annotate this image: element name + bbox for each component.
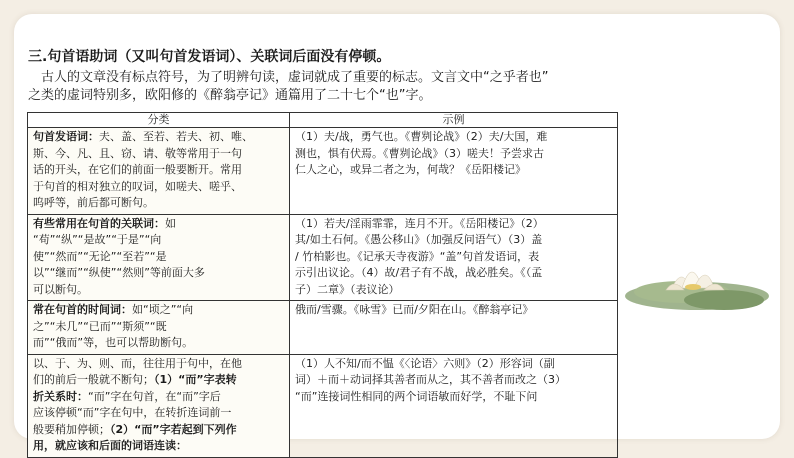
table-row	[28, 301, 618, 355]
category-text: 般要稍加停顿；	[33, 422, 110, 436]
category-title: 常在句首的时间词：	[33, 303, 132, 316]
example-text: （1）若夫/淫雨霏霏，连月不开。《岳阳楼记》（2）	[295, 216, 544, 230]
lotus-illustration	[612, 248, 782, 318]
category-text: 之”“未几”“已而”“斯须”“既	[33, 319, 167, 333]
category-cell	[28, 128, 290, 215]
example-cell	[290, 128, 618, 215]
intro-line: 古人的文章没有标点符号，为了明辨句读，虚词就成了重要的标志。文言文中“之乎者也”	[41, 70, 549, 85]
table-row	[28, 354, 618, 457]
category-text: 们的前后一般就不断句；	[33, 373, 154, 386]
category-text: 应该停顿“而”字在句中，在转折连词前一	[33, 406, 232, 419]
category-title: 折关系时：	[33, 389, 88, 403]
example-text: / 竹柏影也。《记承天寺夜游》“盖”句首发语词，表	[295, 249, 540, 263]
category-text: 使”“然而”“无论”“至若”“是	[33, 249, 167, 263]
example-text: “而”连接词性相同的两个词语敏而好学，不耻下问	[295, 389, 538, 403]
category-text: 可以断句。	[33, 282, 88, 296]
category-cell	[28, 301, 290, 355]
table-header-row	[28, 113, 618, 128]
category-text: 于句首的相对独立的叹词，如嗟夫、嗟乎、	[33, 179, 242, 193]
example-text: 俄而/雪骤。《咏雪》已而/夕阳在山。《醉翁亭记》	[295, 303, 534, 316]
category-text: “而”字在句首，在“而”字后	[88, 389, 221, 403]
category-text: 如“顷之”“向	[132, 303, 194, 316]
example-text: 子）二章》（表议论）	[295, 282, 400, 296]
category-title: 句首发语词：	[33, 130, 99, 143]
category-text: “苟”“纵”“是故”“于是”“向	[33, 233, 162, 246]
category-text: 话的开头，在它们的前面一般要断开。常用	[33, 163, 242, 176]
category-title: （2）“而”字若起到下列作	[110, 422, 237, 436]
intro-paragraph	[28, 69, 628, 105]
example-text: （1）人不知/而不愠《〈论语〉六则》（2）形容词（副	[295, 356, 555, 370]
category-text: 夫、盖、至若、若夫、初、唯、	[99, 130, 253, 143]
example-text: （1）夫/战，勇气也。《曹刿论战》（2）夫/大国，难	[295, 130, 548, 143]
column-header-example: 示例	[290, 113, 618, 128]
category-title: （1）“而”字表转	[154, 373, 237, 386]
example-text: 其/如土石何。《愚公移山》（加强反问语气）（3）盖	[295, 233, 543, 246]
category-cell	[28, 214, 290, 301]
category-text: 呜呼等，前后都可断句。	[33, 196, 154, 209]
example-text: 示引出议论。（4）故/君子有不战，战必胜矣。《（孟	[295, 266, 543, 279]
category-cell	[28, 354, 290, 457]
function-words-table	[27, 112, 618, 458]
example-text: 测也，惧有伏焉。《曹刿论战》（3）嗟夫！予尝求古	[295, 146, 544, 160]
example-text: 词）＋而＋动词择其善者而从之，其不善者而改之（3）	[295, 373, 566, 386]
category-text: 如	[165, 216, 176, 230]
example-cell	[290, 354, 618, 457]
example-cell	[290, 214, 618, 301]
table-row	[28, 214, 618, 301]
category-text: 而”“俄而”等，也可以帮助断句。	[33, 336, 194, 349]
category-title: 用，就应该和后面的词语连读：	[33, 439, 187, 452]
column-header-category: 分类	[28, 113, 290, 128]
example-text: 仁人之心，或异二者之为，何哉？《岳阳楼记》	[295, 163, 526, 176]
example-cell	[290, 301, 618, 355]
intro-line: 之类的虚词特别多，欧阳修的《醉翁亭记》通篇用了二十七个“也”字。	[28, 88, 432, 103]
category-text: 以、于、为、则、而，往往用于句中，在他	[33, 356, 242, 370]
table-row	[28, 128, 618, 215]
category-text: 以”“继而”“纵使”“然则”等前面大多	[33, 266, 205, 279]
category-title: 有些常用在句首的关联词：	[33, 216, 165, 230]
section-heading: 三.句首语助词（又叫句首发语词）、关联词后面没有停顿。	[28, 49, 391, 65]
category-text: 斯、今、凡、且、窃、请、敬等常用于一句	[33, 146, 242, 160]
